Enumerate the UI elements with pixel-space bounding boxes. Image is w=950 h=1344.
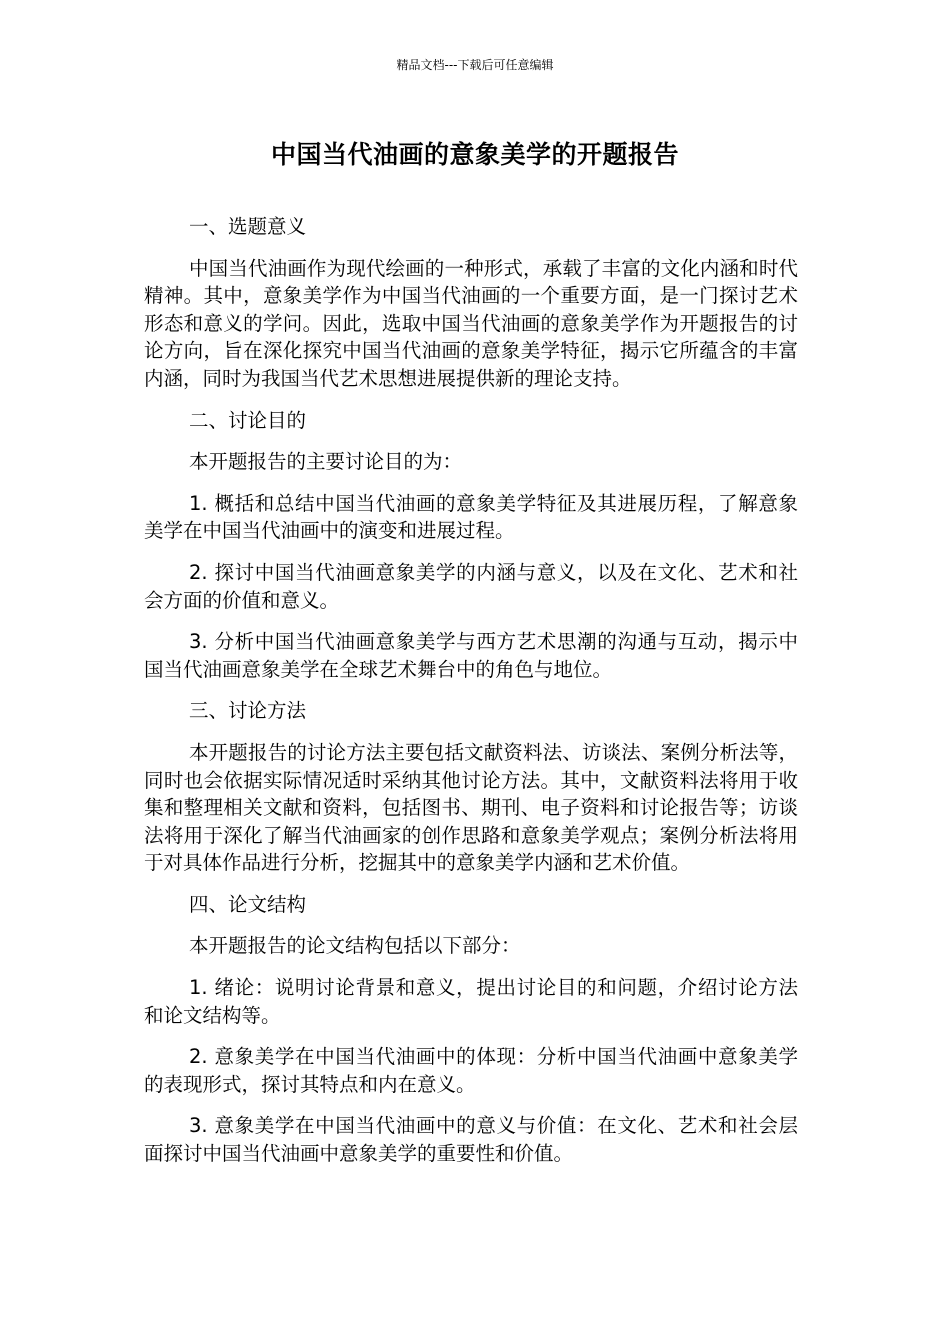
list-item-structure-2: 2. 意象美学在中国当代油画中的体现：分析中国当代油画中意象美学的表现形式，探讨其特点和内在意义。 — [144, 1045, 798, 1096]
section-heading-research-method: 三、讨论方法 — [189, 699, 307, 723]
list-item-structure-1: 1. 绪论：说明讨论背景和意义，提出讨论目的和问题，介绍讨论方法和论文结构等。 — [144, 976, 798, 1027]
paragraph-purpose-intro: 本开题报告的主要讨论目的为： — [189, 450, 463, 474]
page-header-watermark: 精品文档---下载后可任意编辑 — [396, 58, 554, 72]
section-heading-topic-significance: 一、选题意义 — [189, 215, 307, 238]
paragraph-structure-intro: 本开题报告的论文结构包括以下部分： — [189, 934, 521, 958]
list-item-structure-3: 3. 意象美学在中国当代油画中的意义与价值：在文化、艺术和社会层面探讨中国当代油画中意象美学的重要性和价值。 — [144, 1114, 798, 1166]
list-item-purpose-1: 1. 概括和总结中国当代油画的意象美学特征及其进展历程，了解意象美学在中国当代油画中的演变和进展过程。 — [144, 491, 798, 543]
document-body — [144, 213, 798, 1182]
list-item-purpose-2: 2. 探讨中国当代油画意象美学的内涵与意义，以及在文化、艺术和社会方面的价值和意义。 — [144, 560, 798, 612]
list-item-purpose-3: 3. 分析中国当代油画意象美学与西方艺术思潮的沟通与互动，揭示中国当代油画意象美学在全球艺术舞台中的角色与地位。 — [144, 630, 798, 681]
section-heading-research-purpose: 二、讨论目的 — [189, 408, 307, 432]
paragraph-topic-significance: 中国当代油画作为现代绘画的一种形式，承载了丰富的文化内涵和时代精神。其中，意象美学作为中国当代油画的一个重要方面，是一门探讨艺术形态和意义的学问。因此，选取中国当代油画的意象美学作为开题报告的讨论方向，旨在深化探究中国当代油画的意象美学特征，揭示它所蕴含的丰富内涵，同时为我国当代艺术思想进展提供新的理论支持。 — [144, 256, 798, 390]
document-title: 中国当代油画的意象美学的开题报告 — [270, 140, 679, 169]
section-heading-thesis-structure: 四、论文结构 — [189, 892, 307, 916]
paragraph-research-method: 本开题报告的讨论方法主要包括文献资料法、访谈法、案例分析法等，同时也会依据实际情况适时采纳其他讨论方法。其中，文献资料法将用于收集和整理相关文献和资料，包括图书、期刊、电子资料和讨论报告等；访谈法将用于深化了解当代油画家的创作思路和意象美学观点；案例分析法将用于对具体作品进行分析，挖掘其中的意象美学内涵和艺术价值。 — [144, 740, 798, 875]
